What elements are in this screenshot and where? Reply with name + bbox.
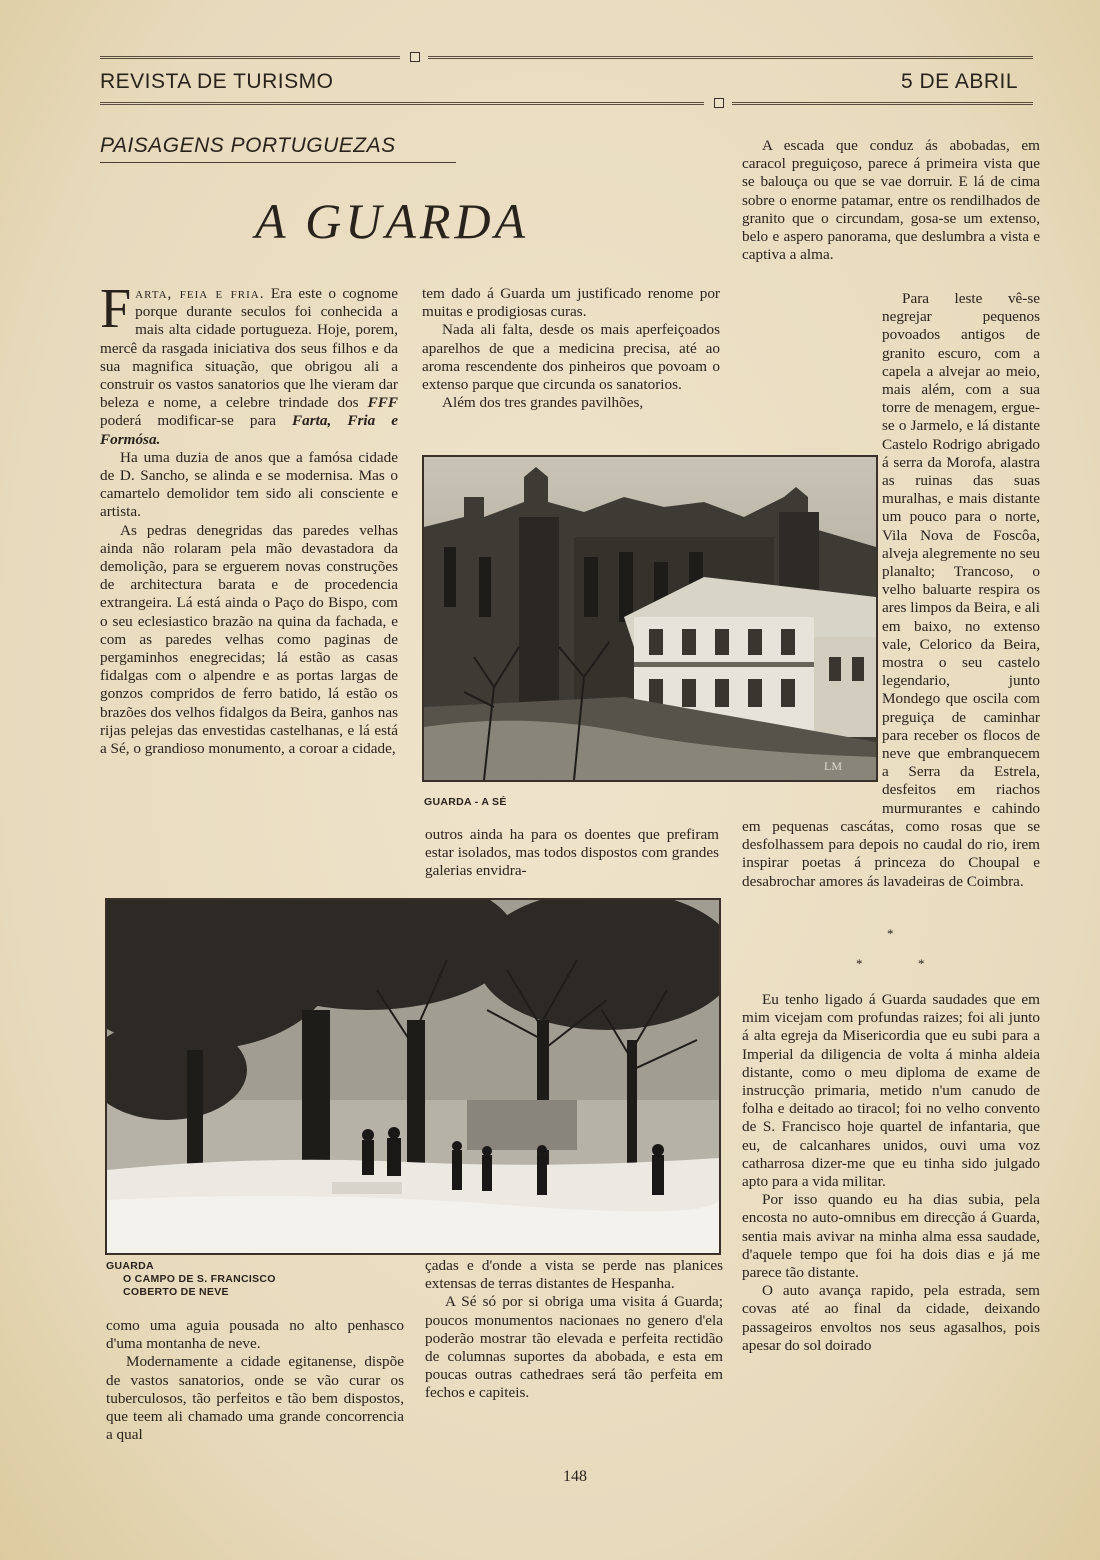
header-ornament xyxy=(410,52,420,62)
section-separator-star: * xyxy=(918,956,925,971)
magazine-name: REVISTA DE TURISMO xyxy=(100,70,334,93)
paragraph-text: poderá modificar-se para xyxy=(100,412,293,430)
column-2-lower xyxy=(425,1257,723,1403)
paragraph: Por isso quando eu ha dias subia, pela encosta no auto-omnibus em direcção á Guarda, sentia mais avivar na minha alma essa saudade, d'aquele tempo que foi ha dois dias e já me parece tão distante. xyxy=(742,1191,1040,1282)
column-2-upper xyxy=(422,285,720,412)
section-underline xyxy=(100,162,456,163)
paragraph xyxy=(100,278,398,449)
column-1-lower xyxy=(106,1317,404,1444)
photo-signature: LM xyxy=(824,759,842,773)
paragraph: Nada ali falta, desde os mais aperfeiçoados aparelhos de que a medicina precisa, até ao aroma rescendente dos pinheiros que povoam o extenso parque que circunda os sanatorios. xyxy=(422,321,720,394)
photo-wrap-space xyxy=(742,456,882,804)
header-bottom-rule-right xyxy=(732,102,1033,105)
paragraph: Para leste vê-se negrejar pequenos povoados antigos de granito escuro, com a capela a alvejar ao meio, mais além, com a sua torre de menagem, ergue-se o Jarmelo, e lá distante Castelo Rodrigo abrigado á serra da Morofa, alastra as ruinas das suas muralhas, e mais distante um pouco para o norte, Vila Nova de Foscôa, alveja alegremente no seu planalto; Trancoso, o velho baluarte respira os ares limpos da Beira, e ali em baixo, no extenso vale, Celorico da Beira, mostra o seu castelo legendario, junto Mondego que oscila com preguiça de caminhar para receber os flocos de neve que embranquecem a Serra da Estrela, desfeitos em riachos murmurantes e cahindo em pequenas cascátas, como rosas que se desfolhassem para depois no caudal do rio, irem inspirar poetas á princeza do Choupal e desabrochar amores ás lavadeiras de Coimbra. xyxy=(742,290,1040,890)
caption-campo-1: GUARDA xyxy=(106,1260,154,1272)
paragraph: A escada que conduz ás abobadas, em caracol preguiçoso, parece á primeira vista que se balouça ou que se vae dorruir. E lá de cima sobre o enorme patamar, entre os rendilhados de granito que o circundam, gosa-se um extenso, belo e aspero panorama, que deslumbra a vista e captiva a alma. xyxy=(742,137,1040,264)
paragraph: O auto avança rapido, pela estrada, sem covas até ao final da cidade, deixando passageiros envoltos nos seus agasalhos, pois apesar do sol doirado xyxy=(742,1282,1040,1354)
section-heading: PAISAGENS PORTUGUEZAS xyxy=(100,134,396,157)
emphasis: Farta, Fria e Formósa. xyxy=(100,412,398,448)
header-top-rule-right xyxy=(428,56,1033,59)
lead-words: arta, feia e fria. xyxy=(135,285,265,302)
caption-guarda-se: GUARDA - A SÉ xyxy=(424,796,507,808)
header-bottom-rule xyxy=(100,102,704,105)
column-3-lower xyxy=(742,991,1040,1355)
emphasis: FFF xyxy=(367,394,398,412)
paragraph: As pedras denegridas das paredes velhas ainda não rolaram pela mão devastadora da demolição, para se erguerem novas construções de architectura barata e de procedencia extrangeira. Lá está ainda o Paço do Bispo, com o seu eclesiastico brazão na quina da fachada, e com as paredes velhas como paginas de pergaminhos enegrecidas; lá estão as casas fidalgas com o alpendre e as portas largas de gonzos compridos de ferro batido, lá estão os brazões dos velhos fidalgos da Beira, ganhos nas rijas pelejas das envestidas castelhanas, e lá está a Sé, o grandioso monumento, a coroar a cidade, xyxy=(100,521,398,758)
page-number: 148 xyxy=(563,1468,587,1485)
column-1-upper xyxy=(100,278,398,758)
paragraph: tem dado á Guarda um justificado renome por muitas e prodigiosas curas. xyxy=(422,285,720,321)
paragraph: Eu tenho ligado á Guarda saudades que em mim vicejam com profundas raizes; foi ali junto á alta egreja da Misericordia que eu subi para a Imperial da diligencia de volta á minha aldeia distante, como o meu diploma de exame de instrucção primaria, metido n'um canudo de folha e deitado ao tiracol; foi no velho convento de S. Francisco hoje quartel de infantaria, que eu, de calcanhares unidos, ouvi uma voz catharrosa dizer-me que eu tinha sido julgado apto para a vida militar. xyxy=(742,991,1040,1191)
header-ornament-2 xyxy=(714,98,724,108)
section-separator-star: * xyxy=(856,956,863,971)
issue-date: 5 DE ABRIL xyxy=(901,70,1019,93)
drop-cap: F xyxy=(100,278,132,340)
snow-park-illustration xyxy=(107,900,719,1253)
article-title: A GUARDA xyxy=(255,193,530,249)
paragraph: outros ainda ha para os doentes que prefiram estar isolados, mas todos dispostos com grandes galerias envidra- xyxy=(425,826,719,880)
caption-campo-3: COBERTO DE NEVE xyxy=(123,1286,229,1298)
column-2-middle xyxy=(425,826,719,881)
paragraph: çadas e d'onde a vista se perde nas planices extensas de terras distantes de Hespanha. xyxy=(425,1257,723,1293)
paragraph: Ha uma duzia de anos que a famósa cidade de D. Sancho, se alinda e se modernisa. Mas o camartelo demolidor tem sido ali consciente e artista. xyxy=(100,448,398,521)
paragraph: Além dos tres grandes pavilhões, xyxy=(442,394,644,412)
header-top-rule xyxy=(100,56,400,59)
section-separator-star: * xyxy=(887,926,894,941)
column-3-wrapped xyxy=(742,290,1040,891)
caption-campo-2: O CAMPO DE S. FRANCISCO xyxy=(123,1273,276,1285)
photo-campo-sao-francisco xyxy=(105,898,721,1255)
paragraph: A Sé só por si obriga uma visita á Guarda; poucos monumentos nacionaes no genero d'ela poderão mostrar tão elevada e perfeita rectidão de columnas suportes da abobada, e esta em poucas outras cathedraes será tão perfeita em fechos e capiteis. xyxy=(425,1293,723,1402)
paragraph: Modernamente a cidade egitanense, dispõe de vastos sanatorios, onde se vão curar os tuberculosos, tão perfeitos e tão bem dispostos, que teem ali chamado uma grande concorrencia a qual xyxy=(106,1353,404,1444)
column-3-upper xyxy=(742,137,1040,264)
paragraph-text: Era este o cognome porque durante seculos foi conhecida a mais alta cidade portugueza. Hoje, porem, mercê da rasgada iniciativa dos seus filhos e da sua magnifica situação, que obrigou ali a construir os vastos sanatorios que lhe vieram dar beleza e nome, a celebre trindade dos xyxy=(100,285,398,412)
paragraph: como uma aguia pousada no alto penhasco d'uma montanha de neve. xyxy=(106,1317,404,1353)
